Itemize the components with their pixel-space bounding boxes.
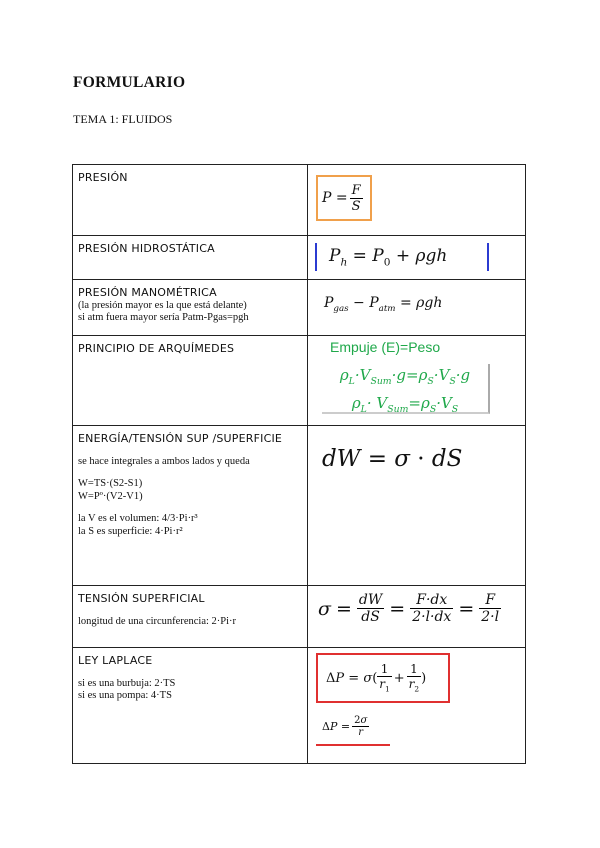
- row-label-cell: [73, 426, 308, 586]
- row-label-cell: [73, 336, 308, 426]
- table-row: [73, 586, 526, 648]
- row-heading: ENERGÍA/TENSIÓN SUP /SUPERFICIE: [78, 432, 283, 445]
- table-row: [73, 426, 526, 586]
- row-heading: PRESIÓN: [78, 171, 128, 184]
- row-label-cell: [73, 280, 308, 336]
- formula-cell: [308, 236, 526, 280]
- row-label-cell: [73, 586, 308, 648]
- surface-tension-formula: σ = $\frac{dW}{dS}$ = $\frac{F\cdot dx}{2\cdot l\cdot dx}$ = $\frac{F}{2\cdot l}$: [318, 592, 500, 625]
- row-note: longitud de una circunferencia: 2·Pi·r: [78, 615, 237, 627]
- table-row: [73, 648, 526, 764]
- table-row: [73, 280, 526, 336]
- row-label-cell: [73, 165, 308, 236]
- formula-cell: [308, 336, 526, 426]
- row-heading: PRESIÓN MANOMÉTRICA: [78, 286, 217, 299]
- table-row: [73, 165, 526, 236]
- row-note: se hace integrales a ambos lados y queda: [78, 455, 250, 467]
- row-note: si atm fuera mayor sería Patm-Pgas=pgh: [78, 312, 249, 323]
- row-heading: PRESIÓN HIDROSTÁTICA: [78, 242, 215, 255]
- pressure-formula: P = $\frac{F}{S}$: [316, 175, 372, 221]
- formula-cell: [308, 426, 526, 586]
- laplace-simple-formula: ΔP = $\frac{2\sigma}{r}$: [316, 708, 390, 746]
- hydrostatic-formula: $P_h = P_0 + \rho gh$: [315, 243, 489, 271]
- table-row: [73, 236, 526, 280]
- laplace-formula: ΔP = σ( $\frac{1}{r_1}$ + $\frac{1}{r_2}$ ): [316, 653, 450, 703]
- surface-energy-formula: dW = σ · dS: [322, 446, 463, 472]
- row-note: si es una burbuja: 2·TS: [78, 677, 176, 689]
- archimedes-formula: $\rho_L\cdot V_{Sum}\cdot g=\rho_S\cdot V_S\cdot g$ $\rho_L\cdot V_{Sum}=\rho_S\cdot V_S$: [322, 364, 490, 414]
- buoyancy-text: Empuje (E)=Peso: [330, 339, 441, 355]
- table-row: [73, 336, 526, 426]
- formula-cell: [308, 586, 526, 648]
- row-note: la S es superficie: 4·Pi·r²: [78, 525, 183, 537]
- formula-table: [72, 164, 526, 764]
- formula-cell: [308, 280, 526, 336]
- row-note: W=Pº·(V2-V1): [78, 490, 143, 502]
- manometric-formula: $P_{gas} - P_{atm} = \rho gh$: [324, 295, 443, 314]
- row-heading: LEY LAPLACE: [78, 654, 153, 667]
- document-title: FORMULARIO: [73, 74, 186, 91]
- row-heading: PRINCIPIO DE ARQUÍMEDES: [78, 342, 235, 355]
- row-heading: TENSIÓN SUPERFICIAL: [78, 592, 205, 605]
- row-note: la V es el volumen: 4/3·Pi·r³: [78, 513, 198, 524]
- row-note: W=TS·(S2-S1): [78, 478, 143, 489]
- row-note: si es una pompa: 4·TS: [78, 690, 172, 701]
- document-subtitle: TEMA 1: FLUIDOS: [73, 112, 173, 126]
- row-note: (la presión mayor es la que está delante): [78, 299, 247, 311]
- row-label-cell: [73, 648, 308, 764]
- formula-cell: [308, 648, 526, 764]
- row-label-cell: [73, 236, 308, 280]
- formula-cell: [308, 165, 526, 236]
